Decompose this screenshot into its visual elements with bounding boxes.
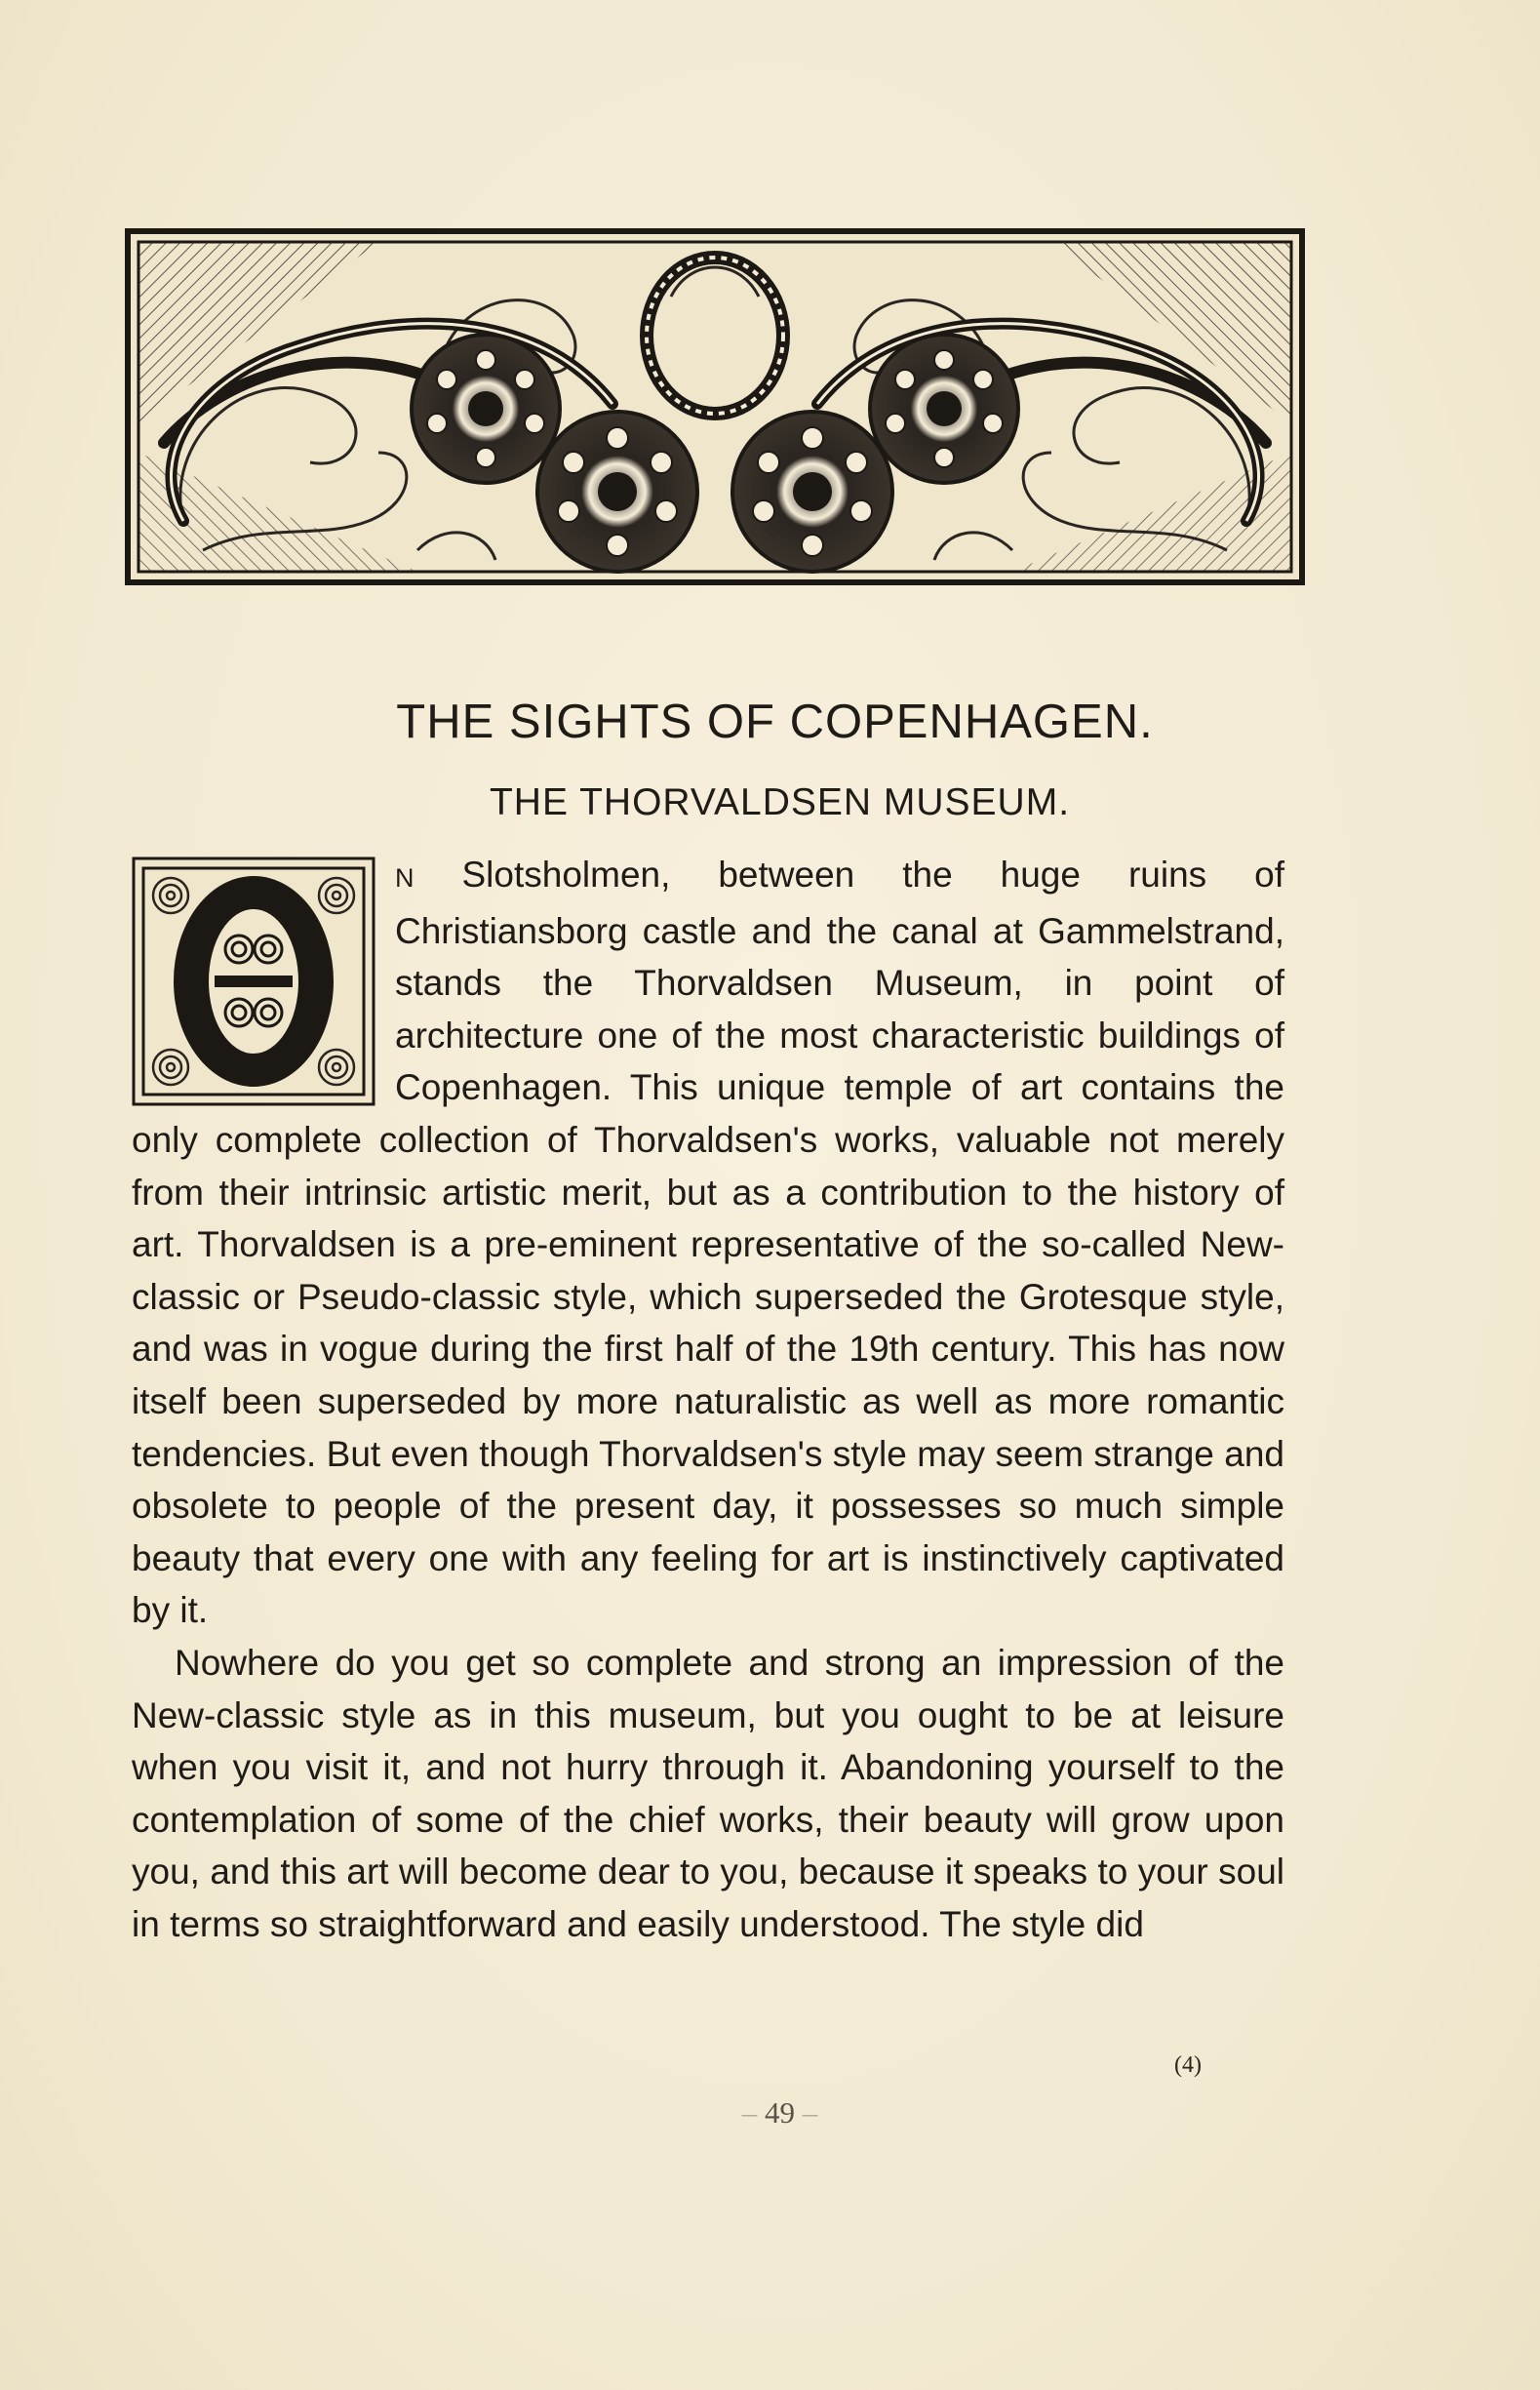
paragraph-1-text: Slotsholmen, between the huge ruins of Christiansborg castle and the canal at Gammelstrand, stands the Thorvaldsen Museum, in point of architecture one of the most characteristic buildings of Copenhagen. This unique temple of art contains the only complete collection of Thorvaldsen's works, valuable not merely from their intrinsic artistic merit, but as a contribution to the history of art. Thorvaldsen is a pre-eminent representative of the so-called New-classic or Pseudo-classic style, which superseded the Grotesque style, and was in vogue during the first half of the 19th century. This has now itself been superseded by more naturalistic as well as more romantic tendencies. But even though Thorvaldsen's style may seem strange and obsolete to people of the present day, it possesses so much simple beauty that every one with any feeling for art is instinctively captivated by it. [132, 855, 1284, 1631]
page-number-dash-left: – [741, 2095, 758, 2130]
paragraph-2: Nowhere do you get so complete and strong an impression of the New-classic style as in this museum, but you ought to be at leisure when you visit it, and not hurry through it. Abandoning yourself to the contemplation of some of the chief works, their beauty will grow upon you, and this art will become dear to you, because it speaks to your soul in terms so straightforward and easily understood. The style did [132, 1642, 1284, 1944]
page-number-dash-right: – [802, 2095, 818, 2130]
body-text [132, 849, 1284, 1950]
page-number: 49 [765, 2095, 795, 2130]
chapter-title: THE SIGHTS OF COPENHAGEN. [396, 696, 1154, 748]
drop-cap-letter-o [132, 856, 375, 1106]
ornamental-header-banner [125, 228, 1305, 585]
drop-cap-o-icon [132, 856, 375, 1106]
ornament-icon [125, 228, 1305, 585]
page-number-line [0, 2095, 1540, 2131]
first-word-small-cap: N [395, 863, 415, 893]
section-subtitle: THE THORVALDSEN MUSEUM. [489, 781, 1071, 823]
signature-mark: (4) [1174, 2052, 1202, 2078]
